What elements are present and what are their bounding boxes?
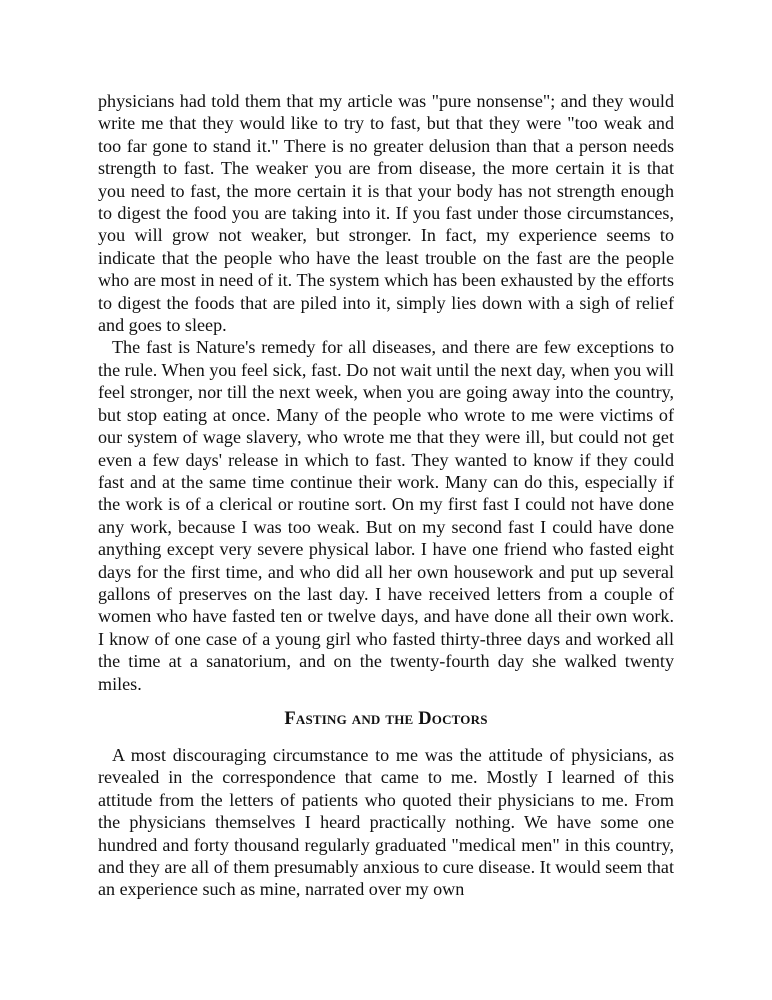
document-page	[98, 90, 674, 901]
section-heading: Fasting and the Doctors	[284, 708, 488, 729]
paragraph-continued: physicians had told them that my article was "pure nonsense"; and they would write me that they would like to try to fast, but that they were "too weak and too far gone to stand it." There is no greater delusion than that a person needs strength to fast. The weaker you are from disease, the more certain it is that you need to fast, the more certain it is that your body has not strength enough to digest the food you are taking into it. If you fast under those circumstances, you will grow not weaker, but stronger. In fact, my experience seems to indicate that the people who have the least trouble on the fast are the people who are most in need of it. The system which has been exhausted by the efforts to digest the foods that are piled into it, simply lies down with a sigh of relief and goes to sleep.	[98, 91, 674, 336]
paragraph-natures-remedy: The fast is Nature's remedy for all diseases, and there are few exceptions to the rule. When you feel sick, fast. Do not wait until the next day, when you will feel stronger, nor till the next week, when you are going away into the country, but stop eating at once. Many of the people who wrote to me were victims of our system of wage slavery, who wrote me that they were ill, but could not get even a few days' release in which to fast. They wanted to know if they could fast and at the same time continue their work. Many can do this, especially if the work is of a clerical or routine sort. On my first fast I could not have done any work, because I was too weak. But on my second fast I could have done anything except very severe physical labor. I have one friend who fasted eight days for the first time, and who did all her own housework and put up several gallons of preserves on the last day. I have received letters from a couple of women who have fasted ten or twelve days, and have done all their own work. I know of one case of a young girl who fasted thirty-three days and worked all the time at a sanatorium, and on the twenty-fourth day she walked twenty miles.	[98, 337, 674, 694]
paragraph-discouraging-circumstance: A most discouraging circumstance to me was the attitude of physicians, as revealed in the correspondence that came to me. Mostly I learned of this attitude from the letters of patients who quoted their physicians to me. From the physicians themselves I heard practically nothing. We have some one hundred and forty thousand regularly graduated "medical men" in this country, and they are all of them presumably anxious to cure disease. It would seem that an experience such as mine, narrated over my own	[98, 744, 674, 900]
